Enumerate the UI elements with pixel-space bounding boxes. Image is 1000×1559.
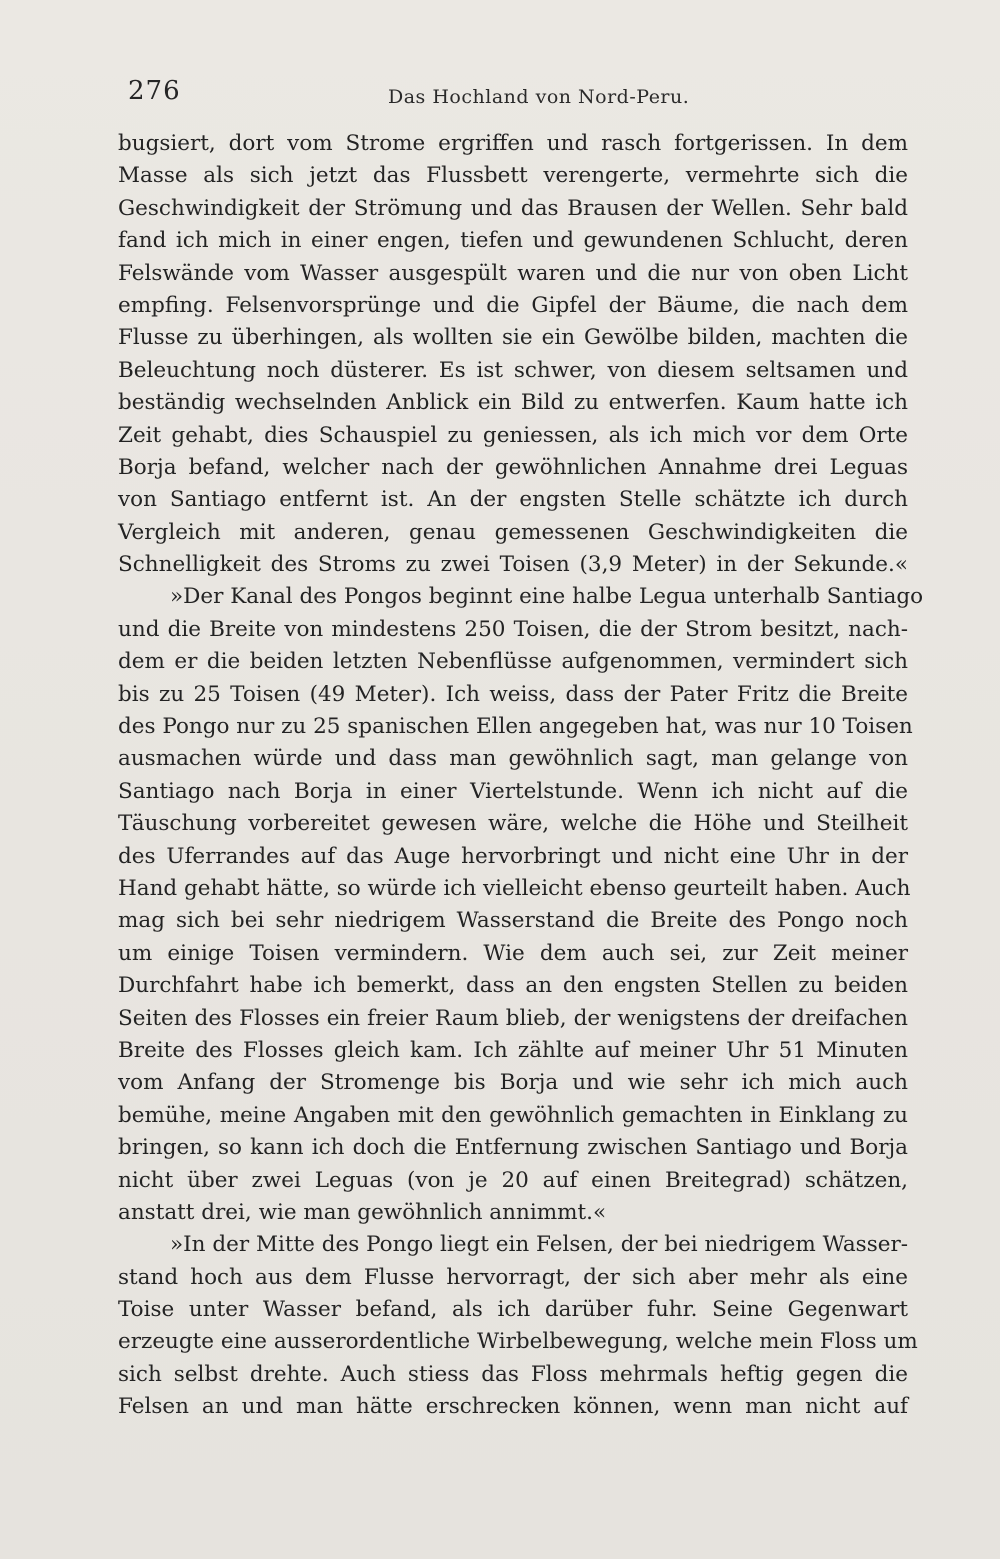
text-line: Durchfahrt habe ich bemerkt, dass an den engsten Stellen zu beiden	[118, 973, 908, 999]
text-line: vom Anfang der Stromenge bis Borja und wie sehr ich mich auch	[118, 1070, 908, 1096]
text-line: mag sich bei sehr niedrigem Wasserstand die Breite des Pongo noch	[118, 908, 908, 934]
running-title: Das Hochland von Nord-Peru.	[388, 86, 690, 108]
text-line: Beleuchtung noch düsterer. Es ist schwer, von diesem seltsamen und	[118, 357, 908, 383]
text-line: des Uferrandes auf das Auge hervorbringt und nicht eine Uhr in der	[118, 843, 908, 869]
text-line: bis zu 25 Toisen (49 Meter). Ich weiss, dass der Pater Fritz die Breite	[118, 681, 908, 707]
text-line: beständig wechselnden Anblick ein Bild zu entwerfen. Kaum hatte ich	[118, 390, 908, 416]
text-line: nicht über zwei Leguas (von je 20 auf einen Breitegrad) schätzen,	[118, 1167, 908, 1193]
text-line: dem er die beiden letzten Nebenflüsse aufgenommen, vermindert sich	[118, 649, 908, 675]
text-line: Hand gehabt hätte, so würde ich vielleicht ebenso geurteilt haben. Auch	[118, 875, 911, 901]
text-line: Seiten des Flosses ein freier Raum blieb, der wenigstens der dreifachen	[118, 1005, 908, 1031]
text-line: Vergleich mit anderen, genau gemessenen Geschwindigkeiten die	[118, 519, 908, 545]
text-line: Geschwindigkeit der Strömung und das Brausen der Wellen. Sehr bald	[118, 195, 908, 221]
text-line: und die Breite von mindestens 250 Toisen, die der Strom besitzt, nach-	[118, 616, 908, 642]
text-line: Felswände vom Wasser ausgespült waren und die nur von oben Licht	[118, 260, 908, 286]
text-line: bemühe, meine Angaben mit den gewöhnlich gemachten in Einklang zu	[118, 1102, 908, 1128]
page-header	[128, 72, 888, 112]
text-line: Borja befand, welcher nach der gewöhnlichen Annahme drei Leguas	[118, 454, 908, 480]
text-line: empfing. Felsenvorsprünge und die Gipfel der Bäume, die nach dem	[118, 292, 908, 318]
text-line: Schnelligkeit des Stroms zu zwei Toisen (3,9 Meter) in der Sekunde.«	[118, 552, 908, 578]
text-line: sich selbst drehte. Auch stiess das Floss mehrmals heftig gegen die	[118, 1361, 908, 1387]
text-line: fand ich mich in einer engen, tiefen und gewundenen Schlucht, deren	[118, 228, 908, 254]
text-line: Breite des Flosses gleich kam. Ich zählte auf meiner Uhr 51 Minuten	[118, 1037, 908, 1063]
text-line: bringen, so kann ich doch die Entfernung zwischen Santiago und Borja	[118, 1135, 908, 1161]
text-line: Masse als sich jetzt das Flussbett verengerte, vermehrte sich die	[118, 163, 908, 189]
body-text	[118, 128, 924, 1424]
page-number: 276	[128, 76, 181, 106]
text-line: stand hoch aus dem Flusse hervorragt, der sich aber mehr als eine	[118, 1264, 908, 1290]
text-line: Täuschung vorbereitet gewesen wäre, welche die Höhe und Steilheit	[118, 811, 908, 837]
text-line: ausmachen würde und dass man gewöhnlich sagt, man gelange von	[118, 746, 908, 772]
text-line: Toise unter Wasser befand, als ich darüber fuhr. Seine Gegenwart	[118, 1297, 908, 1323]
text-line: Felsen an und man hätte erschrecken können, wenn man nicht auf	[118, 1394, 908, 1420]
text-line: Santiago nach Borja in einer Viertelstunde. Wenn ich nicht auf die	[118, 778, 908, 804]
text-line: bugsiert, dort vom Strome ergriffen und rasch fortgerissen. In dem	[118, 131, 908, 156]
paragraph-end-line: anstatt drei, wie man gewöhnlich annimmt.«	[118, 1199, 607, 1225]
paragraph-start-line: »Der Kanal des Pongos beginnt eine halbe Legua unterhalb Santiago	[170, 584, 924, 610]
paragraph-start-line: »In der Mitte des Pongo liegt ein Felsen, der bei niedrigem Wasser-	[170, 1232, 908, 1258]
text-line: Flusse zu überhingen, als wollten sie ein Gewölbe bilden, machten die	[118, 325, 908, 351]
text-line: Zeit gehabt, dies Schauspiel zu geniessen, als ich mich vor dem Orte	[118, 422, 908, 448]
text-line: von Santiago entfernt ist. An der engsten Stelle schätzte ich durch	[118, 487, 908, 513]
text-line: um einige Toisen vermindern. Wie dem auch sei, zur Zeit meiner	[118, 940, 908, 966]
text-line: erzeugte eine ausserordentliche Wirbelbewegung, welche mein Floss um	[118, 1329, 918, 1355]
text-line: des Pongo nur zu 25 spanischen Ellen angegeben hat, was nur 10 Toisen	[118, 714, 913, 740]
